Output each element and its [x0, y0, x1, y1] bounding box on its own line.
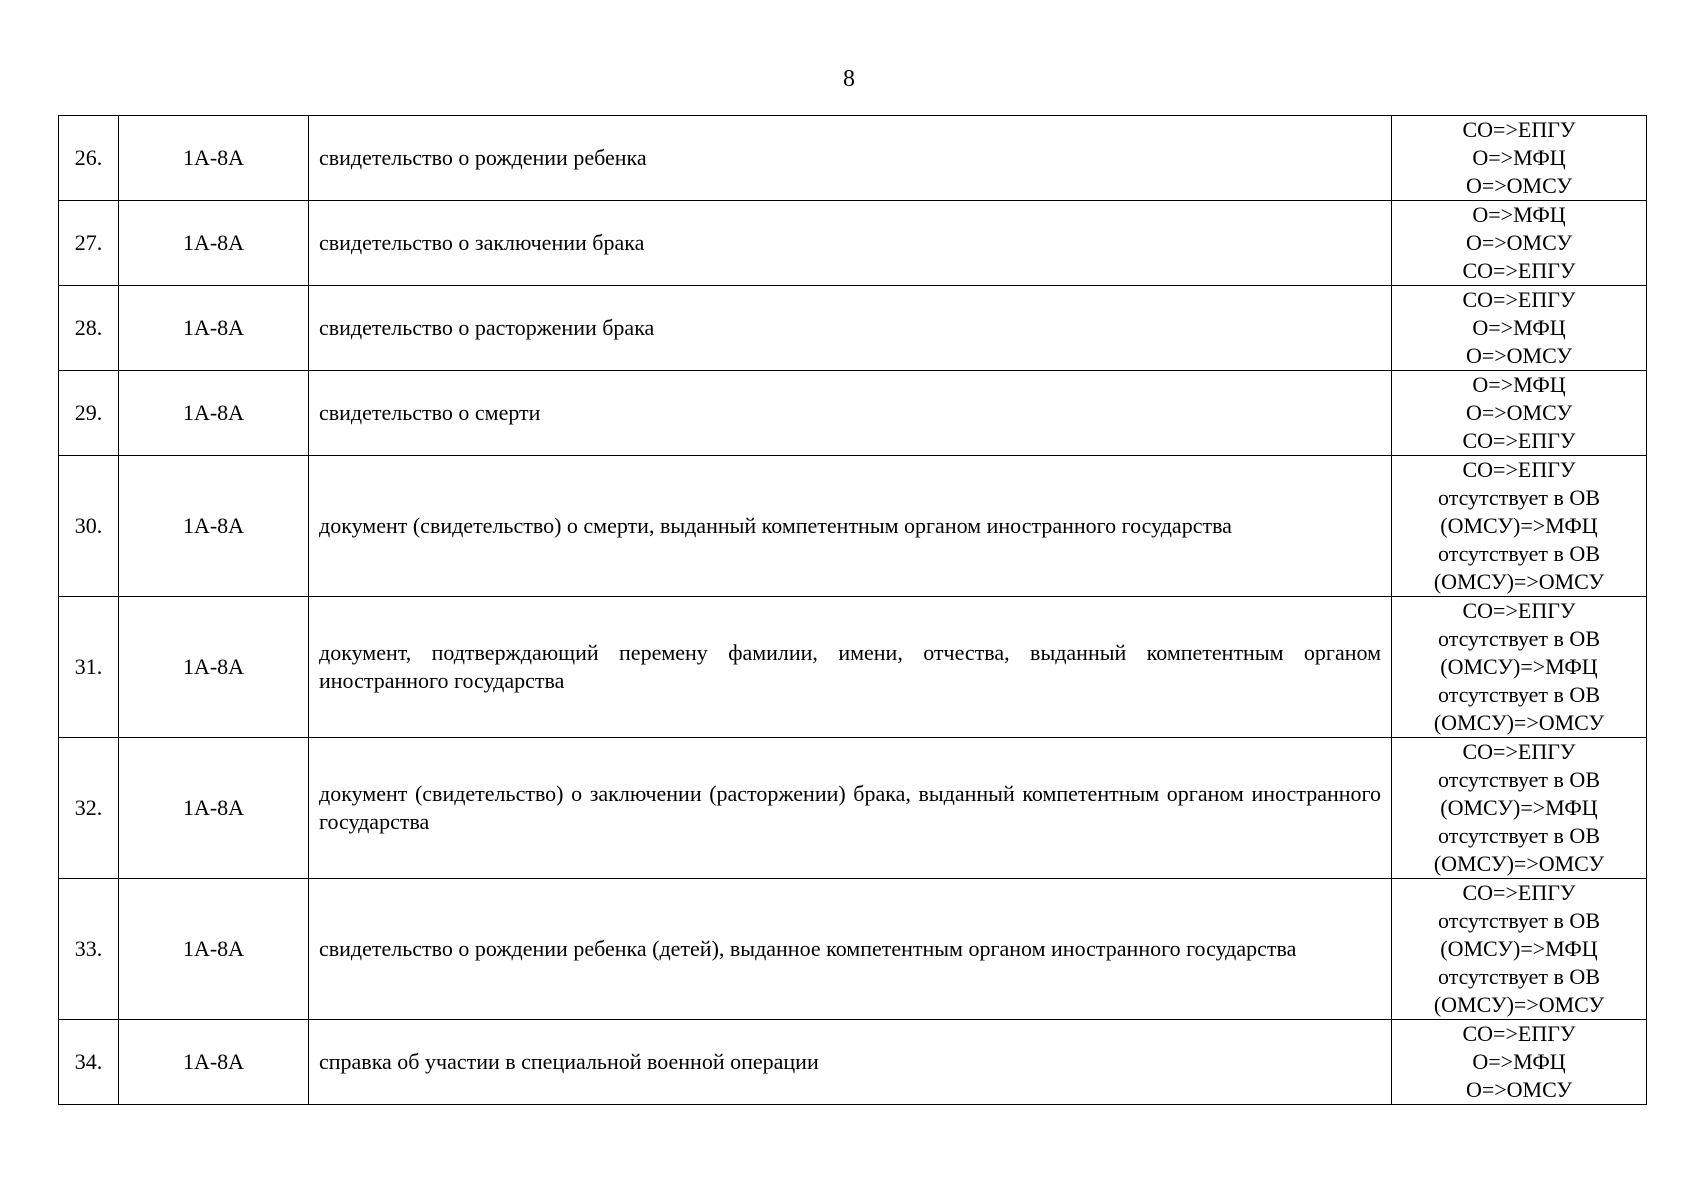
- route-line: (ОМСУ)=>ОМСУ: [1433, 851, 1605, 876]
- route-cell: [1392, 879, 1647, 1020]
- route-cell: [1392, 371, 1647, 456]
- route-line: СО=>ЕПГУ: [1462, 598, 1576, 623]
- table-row: [59, 286, 1647, 371]
- route-line: (ОМСУ)=>МФЦ: [1440, 513, 1598, 538]
- route-line: (ОМСУ)=>МФЦ: [1440, 795, 1598, 820]
- route-cell: [1392, 201, 1647, 286]
- route-line: отсутствует в ОВ: [1437, 541, 1600, 566]
- document-table: [58, 115, 1647, 1105]
- route-line: (ОМСУ)=>МФЦ: [1440, 654, 1598, 679]
- route-line: О=>МФЦ: [1472, 315, 1566, 340]
- route-line: (ОМСУ)=>ОМСУ: [1433, 710, 1605, 735]
- row-code: 1А-8А: [119, 1020, 309, 1105]
- route-line: О=>МФЦ: [1472, 372, 1566, 397]
- route-line: СО=>ЕПГУ: [1462, 739, 1576, 764]
- route-line: СО=>ЕПГУ: [1462, 428, 1576, 453]
- table-row: [59, 371, 1647, 456]
- route-line: отсутствует в ОВ: [1437, 682, 1600, 707]
- route-line: СО=>ЕПГУ: [1462, 457, 1576, 482]
- table-row: [59, 201, 1647, 286]
- route-line: (ОМСУ)=>ОМСУ: [1433, 992, 1605, 1017]
- table-row: [59, 116, 1647, 201]
- table-row: [59, 879, 1647, 1020]
- route-line: (ОМСУ)=>ОМСУ: [1433, 569, 1605, 594]
- route-cell: [1392, 1020, 1647, 1105]
- document-name: свидетельство о заключении брака: [309, 201, 1392, 286]
- table-body: [59, 116, 1647, 1105]
- route-line: О=>ОМСУ: [1465, 400, 1573, 425]
- row-code: 1А-8А: [119, 201, 309, 286]
- document-name: документ (свидетельство) о смерти, выданный компетентным органом иностранного государства: [309, 456, 1392, 597]
- document-name: документ, подтверждающий перемену фамилии, имени, отчества, выданный компетентным органом иностранного государства: [309, 597, 1392, 738]
- route-cell: [1392, 597, 1647, 738]
- route-line: СО=>ЕПГУ: [1462, 880, 1576, 905]
- row-number: 26.: [59, 116, 119, 201]
- document-name: документ (свидетельство) о заключении (расторжении) брака, выданный компетентным органом иностранного государства: [309, 738, 1392, 879]
- route-line: СО=>ЕПГУ: [1462, 258, 1576, 283]
- table-row: [59, 597, 1647, 738]
- row-number: 32.: [59, 738, 119, 879]
- row-code: 1А-8А: [119, 116, 309, 201]
- route-cell: [1392, 738, 1647, 879]
- row-code: 1А-8А: [119, 286, 309, 371]
- route-line: отсутствует в ОВ: [1437, 626, 1600, 651]
- route-line: О=>ОМСУ: [1465, 1077, 1573, 1102]
- route-cell: [1392, 286, 1647, 371]
- row-code: 1А-8А: [119, 371, 309, 456]
- route-line: СО=>ЕПГУ: [1462, 117, 1576, 142]
- document-name: свидетельство о расторжении брака: [309, 286, 1392, 371]
- document-name: свидетельство о рождении ребенка (детей), выданное компетентным органом иностранного государства: [309, 879, 1392, 1020]
- route-cell: [1392, 116, 1647, 201]
- row-number: 31.: [59, 597, 119, 738]
- row-number: 30.: [59, 456, 119, 597]
- document-name: справка об участии в специальной военной операции: [309, 1020, 1392, 1105]
- route-line: СО=>ЕПГУ: [1462, 1021, 1576, 1046]
- route-line: О=>ОМСУ: [1465, 343, 1573, 368]
- route-line: (ОМСУ)=>МФЦ: [1440, 936, 1598, 961]
- document-name: свидетельство о смерти: [309, 371, 1392, 456]
- route-line: отсутствует в ОВ: [1437, 823, 1600, 848]
- route-line: отсутствует в ОВ: [1437, 908, 1600, 933]
- page-number: 8: [843, 66, 855, 92]
- row-code: 1А-8А: [119, 879, 309, 1020]
- route-line: О=>МФЦ: [1472, 202, 1566, 227]
- table-row: [59, 456, 1647, 597]
- route-cell: [1392, 456, 1647, 597]
- route-line: отсутствует в ОВ: [1437, 485, 1600, 510]
- route-line: О=>МФЦ: [1472, 145, 1566, 170]
- route-line: отсутствует в ОВ: [1437, 964, 1600, 989]
- row-number: 28.: [59, 286, 119, 371]
- route-line: О=>ОМСУ: [1465, 230, 1573, 255]
- row-code: 1А-8А: [119, 456, 309, 597]
- route-line: О=>МФЦ: [1472, 1049, 1566, 1074]
- route-line: отсутствует в ОВ: [1437, 767, 1600, 792]
- row-number: 34.: [59, 1020, 119, 1105]
- document-name: свидетельство о рождении ребенка: [309, 116, 1392, 201]
- row-code: 1А-8А: [119, 738, 309, 879]
- row-number: 27.: [59, 201, 119, 286]
- table-row: [59, 738, 1647, 879]
- route-line: СО=>ЕПГУ: [1462, 287, 1576, 312]
- table-row: [59, 1020, 1647, 1105]
- row-number: 33.: [59, 879, 119, 1020]
- route-line: О=>ОМСУ: [1465, 173, 1573, 198]
- row-number: 29.: [59, 371, 119, 456]
- row-code: 1А-8А: [119, 597, 309, 738]
